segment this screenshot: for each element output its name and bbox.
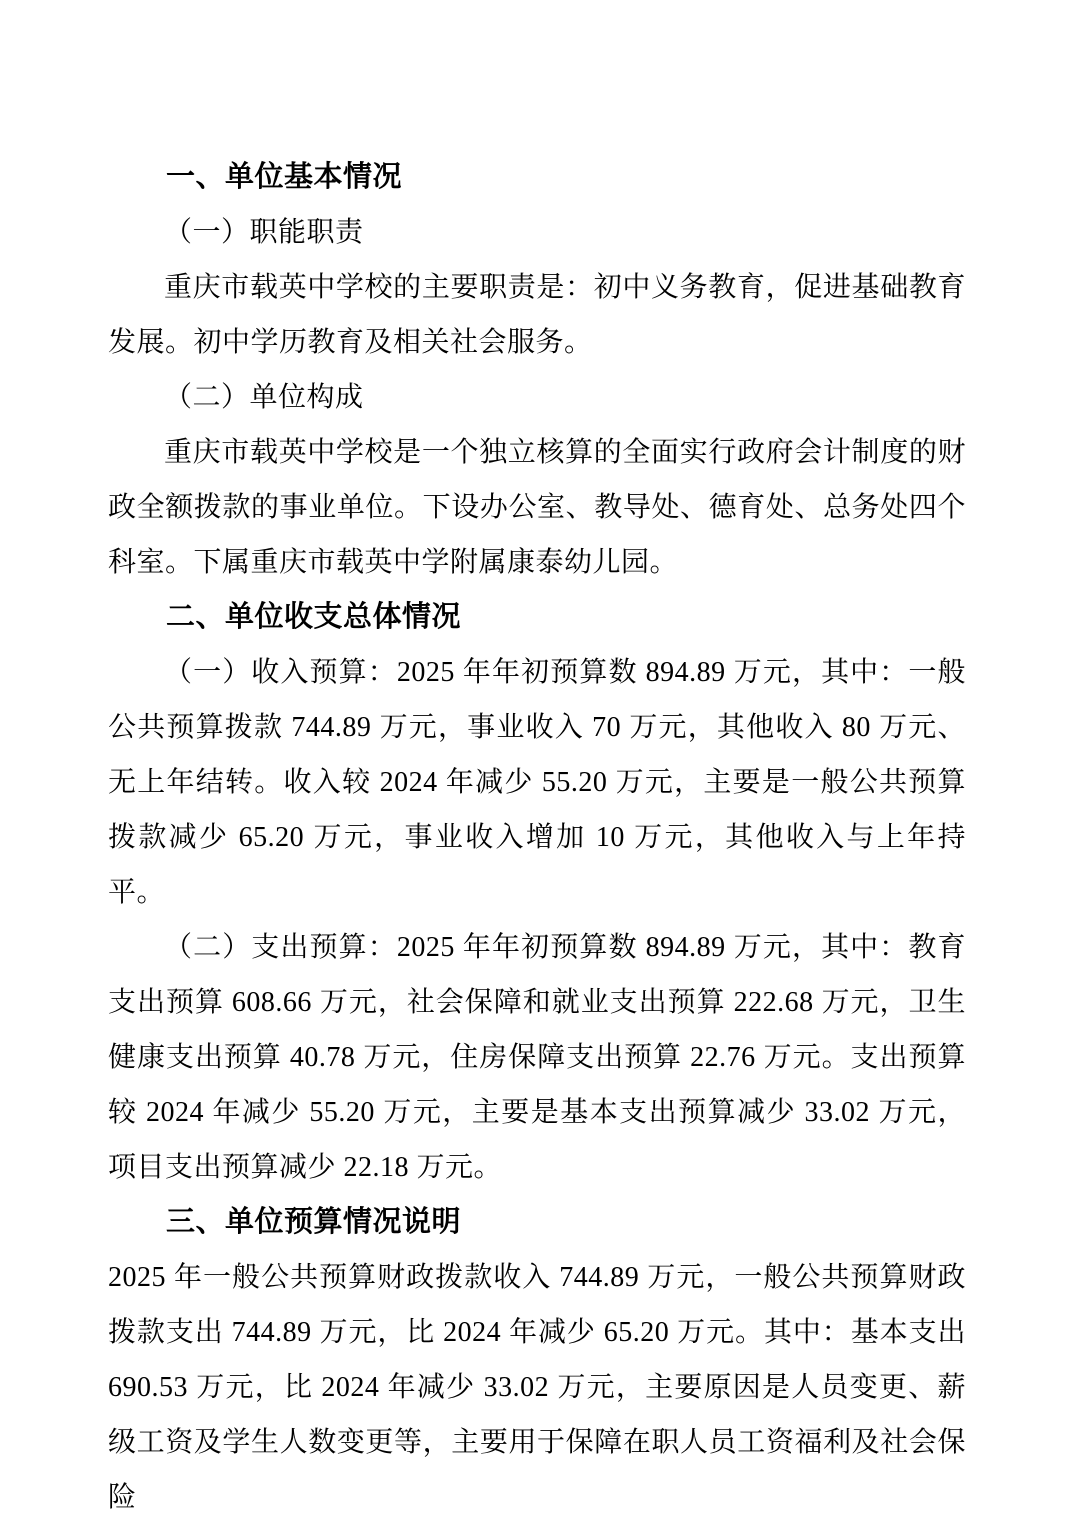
section-heading-unit-basic-info: 一、单位基本情况	[166, 161, 403, 193]
paragraph-expenditure-budget: （二）支出预算：2025 年年初预算数 894.89 万元，其中：教育支出预算 608.66 万元，社会保障和就业支出预算 222.68 万元，卫生健康支出预算 40.78 万元，住房保障支出预算 22.76 万元。支出预算较 2024 年减少 55.20 万元，主要是基本支出预算减少 33.02 万元，项目支出预算减少 22.18 万元。	[108, 932, 966, 1183]
paragraph-budget-explanation-body: 2025 年一般公共预算财政拨款收入 744.89 万元，一般公共预算财政拨款支出 744.89 万元，比 2024 年减少 65.20 万元。其中：基本支出 690.53 万元，比 2024 年减少 33.02 万元，主要原因是人员变更、薪级工资及学生人数变更等，主要用于保障在职人员工资福利及社会保险	[108, 1262, 966, 1513]
subheading-duties: （一）职能职责	[164, 217, 364, 248]
section-heading-revenue-expenditure-overview: 二、单位收支总体情况	[166, 601, 462, 633]
section-heading-budget-explanation: 三、单位预算情况说明	[166, 1206, 462, 1238]
paragraph-revenue-budget: （一）收入预算：2025 年年初预算数 894.89 万元，其中：一般公共预算拨款 744.89 万元，事业收入 70 万元，其他收入 80 万元、无上年结转。收入较 2024 年减少 55.20 万元，主要是一般公共预算拨款减少 65.20 万元，事业收入增加 10 万元，其他收入与上年持平。	[108, 657, 966, 908]
subheading-unit-composition: （二）单位构成	[164, 382, 364, 413]
paragraph-unit-composition-body: 重庆市载英中学校是一个独立核算的全面实行政府会计制度的财政全额拨款的事业单位。下设办公室、教导处、德育处、总务处四个科室。下属重庆市载英中学附属康泰幼儿园。	[108, 437, 966, 578]
document-content	[108, 150, 966, 1520]
paragraph-duties-body: 重庆市载英中学校的主要职责是：初中义务教育，促进基础教育发展。初中学历教育及相关社会服务。	[108, 272, 966, 358]
